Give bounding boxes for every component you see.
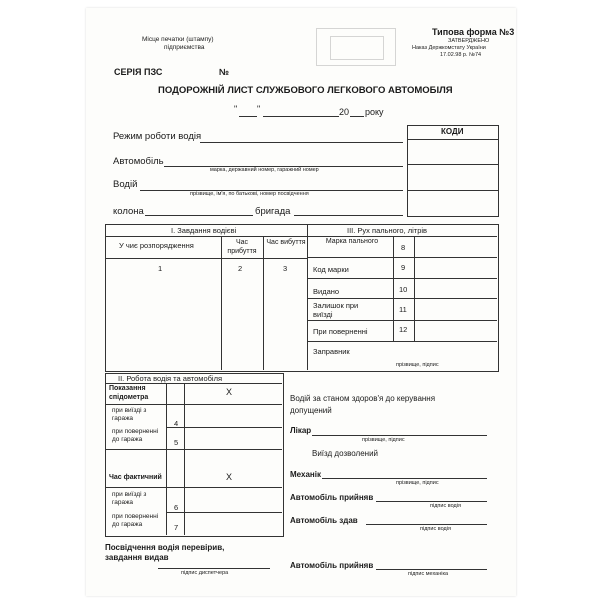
date-month-line	[263, 116, 339, 117]
fuel-row-code: 9	[401, 263, 406, 272]
fuel-row-line	[307, 341, 497, 342]
codes-divider-3	[407, 190, 498, 191]
fueler-hint: прізвище, підпис	[396, 362, 439, 368]
fuel-row-line	[307, 320, 497, 321]
series-label: СЕРІЯ ПЗС	[114, 67, 163, 77]
driver-hint: прізвище, ім'я, по батькові, номер посвідчення	[190, 191, 309, 197]
codes-divider-1	[407, 139, 498, 140]
fuel-row-label: Код марки	[313, 265, 349, 274]
fueler-label: Заправник	[313, 347, 350, 356]
approved-date: 17.02.98 р. №74	[440, 52, 482, 58]
mode-label: Режим роботи водія	[113, 131, 202, 142]
fuel-row-label: При поверненні	[313, 327, 368, 336]
actual-time-label: Час фактичний	[109, 474, 162, 481]
car-handed-line[interactable]	[366, 524, 487, 525]
mechanic-hint: прізвище, підпис	[396, 480, 439, 486]
tasks-title-line	[105, 236, 307, 237]
fuel-row-line	[307, 257, 497, 258]
car-handed-label: Автомобіль здав	[290, 516, 358, 525]
work-row-line	[105, 487, 282, 488]
fuel-row-code: 10	[399, 285, 408, 294]
speedo-out-code: 4	[174, 419, 179, 428]
tasks-title: І. Завдання водієві	[171, 226, 237, 235]
mechanic-line[interactable]	[322, 478, 487, 479]
date-close-quote: "	[257, 104, 261, 114]
fuel-row-line	[307, 298, 497, 299]
tasks-col-div-1	[221, 236, 222, 370]
dispatcher-line[interactable]	[158, 568, 270, 569]
brigade-line[interactable]	[294, 215, 403, 216]
tasks-num-1: 1	[158, 264, 163, 273]
car-received-2-label: Автомобіль прийняв	[290, 561, 374, 570]
speedo-label: Показання спідометра	[109, 385, 149, 401]
brigade-label: бригада	[255, 206, 291, 217]
year-prefix: 20	[339, 107, 350, 117]
tasks-num-2: 2	[238, 264, 243, 273]
car-handed-hint: підпис водія	[420, 526, 451, 532]
year-suffix: року	[365, 107, 384, 117]
fuel-row-line	[307, 278, 497, 279]
doctor-label: Лікар	[290, 426, 312, 435]
released-label: Виїзд дозволений	[312, 449, 379, 458]
approved-label: ЗАТВЕРДЖЕНО	[448, 38, 490, 44]
date-open-quote: "	[234, 104, 238, 114]
fuel-title: ІІІ. Рух пального, літрів	[347, 226, 428, 235]
driver-label: Водій	[113, 179, 138, 190]
car-received-hint: підпис водія	[430, 503, 461, 509]
speedo-ret-code: 5	[174, 438, 179, 447]
actual-time-x: X	[226, 472, 233, 482]
stamp-place-label: Місце печатки (штампу)	[142, 36, 214, 43]
date-day-line	[239, 116, 257, 117]
task-given-label: завдання видав	[105, 553, 169, 562]
fuel-row-label: Видано	[313, 287, 340, 296]
car-received-line[interactable]	[376, 501, 487, 502]
doctor-hint: прізвище, підпис	[362, 437, 405, 443]
column-line[interactable]	[145, 215, 253, 216]
car-received-label: Автомобіль прийняв	[290, 493, 374, 502]
fuel-code-div-right	[414, 236, 415, 342]
actual-out-code: 6	[174, 503, 179, 512]
tasks-fuel-divider	[307, 224, 308, 370]
car-received-2-hint: підпис механіка	[408, 571, 449, 577]
fuel-row-label: Марка пального	[325, 238, 379, 245]
form-title: Типова форма №3	[432, 27, 515, 37]
work-row-line	[105, 404, 282, 405]
fuel-row-code: 8	[401, 243, 406, 252]
speedo-out-label: при виїзді з гаража	[112, 407, 147, 422]
car-label: Автомобіль	[113, 156, 164, 167]
tasks-col1-header: У чиє розпорядження	[119, 241, 194, 250]
license-checked-label: Посвідчення водія перевірив,	[105, 543, 225, 552]
fuel-row-label: Залишок при виїзді	[313, 301, 359, 319]
mechanic-label: Механік	[290, 470, 321, 479]
year-line	[350, 116, 364, 117]
work-row-line	[105, 449, 282, 450]
fuel-code-div-left	[393, 236, 394, 342]
tasks-header-line	[105, 258, 307, 259]
doctor-line[interactable]	[312, 435, 487, 436]
work-title: ІІ. Робота водія та автомобіля	[118, 374, 223, 383]
dispatcher-hint: підпис диспетчера	[181, 570, 229, 576]
codes-divider-2	[407, 164, 498, 165]
tasks-col-div-2	[263, 236, 264, 370]
stamp-mark-inner	[330, 36, 384, 60]
tasks-num-3: 3	[283, 264, 288, 273]
number-label: №	[219, 67, 230, 77]
work-row-line	[166, 427, 282, 428]
tasks-col2-header: Час прибуття	[227, 239, 257, 255]
mode-line[interactable]	[200, 142, 403, 143]
actual-out-label: при виїзді з гаража	[112, 491, 147, 506]
column-label: колона	[113, 206, 144, 217]
fuel-row-code: 12	[399, 325, 408, 334]
tasks-col3-header: Час вибуття	[266, 239, 306, 246]
document-title: ПОДОРОЖНІЙ ЛИСТ СЛУЖБОВОГО ЛЕГКОВОГО АВТОМОБІЛЯ	[158, 85, 453, 96]
stamp-place-label-2: підприємства	[164, 44, 205, 51]
actual-ret-label: при поверненні до гаража	[112, 513, 159, 528]
speedo-x: X	[226, 387, 233, 397]
work-row-line	[166, 512, 282, 513]
fuel-row-code: 11	[399, 305, 407, 314]
car-hint: марка, державний номер, гаражний номер	[210, 167, 319, 173]
speedo-ret-label: при поверненні до гаража	[112, 428, 159, 443]
codes-title: КОДИ	[441, 127, 464, 136]
actual-ret-code: 7	[174, 523, 179, 532]
approved-by: Наказ Держкомстату України	[412, 45, 486, 51]
car-received-2-line[interactable]	[376, 569, 487, 570]
health-text: Водій за станом здоров'я до керування допущений	[290, 394, 436, 415]
